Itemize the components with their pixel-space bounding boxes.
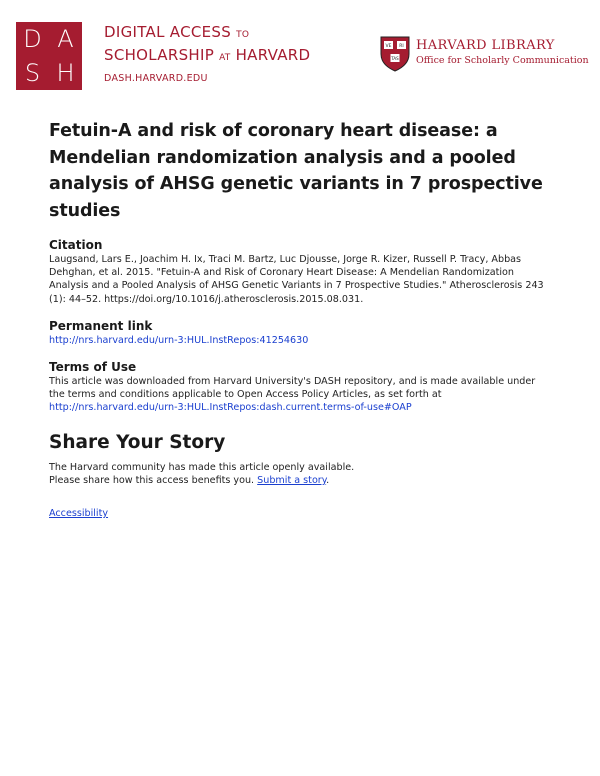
dash-wordmark-line2: SCHOLARSHIP AT HARVARD <box>104 46 311 64</box>
permanent-link-heading: Permanent link <box>49 318 153 333</box>
dash-logo <box>16 22 82 90</box>
share-heading: Share Your Story <box>49 431 226 453</box>
share-line1: The Harvard community has made this article openly available. <box>49 461 355 473</box>
dash-logo-letter: S <box>24 59 41 87</box>
terms-section <box>49 360 554 415</box>
harvard-library-subtitle: Office for Scholarly Communication <box>416 55 589 66</box>
citation-text: Laugsand, Lars E., Joachim H. Ix, Traci M. Bartz, Luc Djousse, Jorge R. Kizer, Russell P. Tracy, Abbas Dehghan, et al. 2015. "Fetuin-A and Risk of Coronary Heart Disease: A Mendelian Randomization Analysis and a Pooled Analysis of AHSG Genetic Variants in 7 Prospective Studies." Atherosclerosis 243 (1): 44–52. https://doi.org/10.1016/j.atherosclerosis.2015.08.031. <box>49 254 544 305</box>
harvard-library-title: HARVARD LIBRARY <box>416 38 555 53</box>
accessibility-row <box>49 507 554 520</box>
permanent-link-section <box>49 319 554 347</box>
share-section <box>49 431 554 487</box>
permanent-link[interactable]: http://nrs.harvard.edu/urn-3:HUL.InstRepos:41254630 <box>49 334 309 346</box>
dash-wordmark-line1: DIGITAL ACCESS TO <box>104 23 250 41</box>
submit-story-link[interactable]: Submit a story <box>257 474 327 486</box>
article-title: Fetuin-A and risk of coronary heart disease: a Mendelian randomization analysis and a pooled analysis of AHSG genetic variants in 7 prospective studies <box>49 121 543 221</box>
main-content <box>49 118 554 520</box>
shield-text: RI <box>399 44 404 49</box>
harvard-library-wordmark <box>416 38 589 67</box>
shield-text: TAS <box>391 56 399 61</box>
shield-text: VE <box>385 44 392 49</box>
terms-text: This article was downloaded from Harvard University's DASH repository, and is made available under the terms and conditions applicable to Open Access Policy Articles, as set forth at http://nrs.harvard.edu/urn-3:HUL.InstRepos:dash.current.terms-of-use#OAP <box>49 376 536 414</box>
dash-wordmark <box>104 23 310 84</box>
share-line2: Please share how this access benefits you. Submit a story. <box>49 474 330 486</box>
dash-logo-letter: D <box>23 25 42 53</box>
share-text <box>49 461 554 487</box>
terms-link[interactable]: http://nrs.harvard.edu/urn-3:HUL.InstRepos:dash.current.terms-of-use#OAP <box>49 402 412 414</box>
citation-section <box>49 238 554 306</box>
harvard-shield-icon <box>380 36 410 72</box>
accessibility-link[interactable]: Accessibility <box>49 508 109 520</box>
page-header <box>0 0 600 100</box>
dash-url: DASH.HARVARD.EDU <box>104 73 208 84</box>
dash-logo-letter: H <box>56 59 75 87</box>
terms-heading: Terms of Use <box>49 360 137 375</box>
dash-logo-letter: A <box>57 25 74 53</box>
citation-heading: Citation <box>49 238 103 252</box>
